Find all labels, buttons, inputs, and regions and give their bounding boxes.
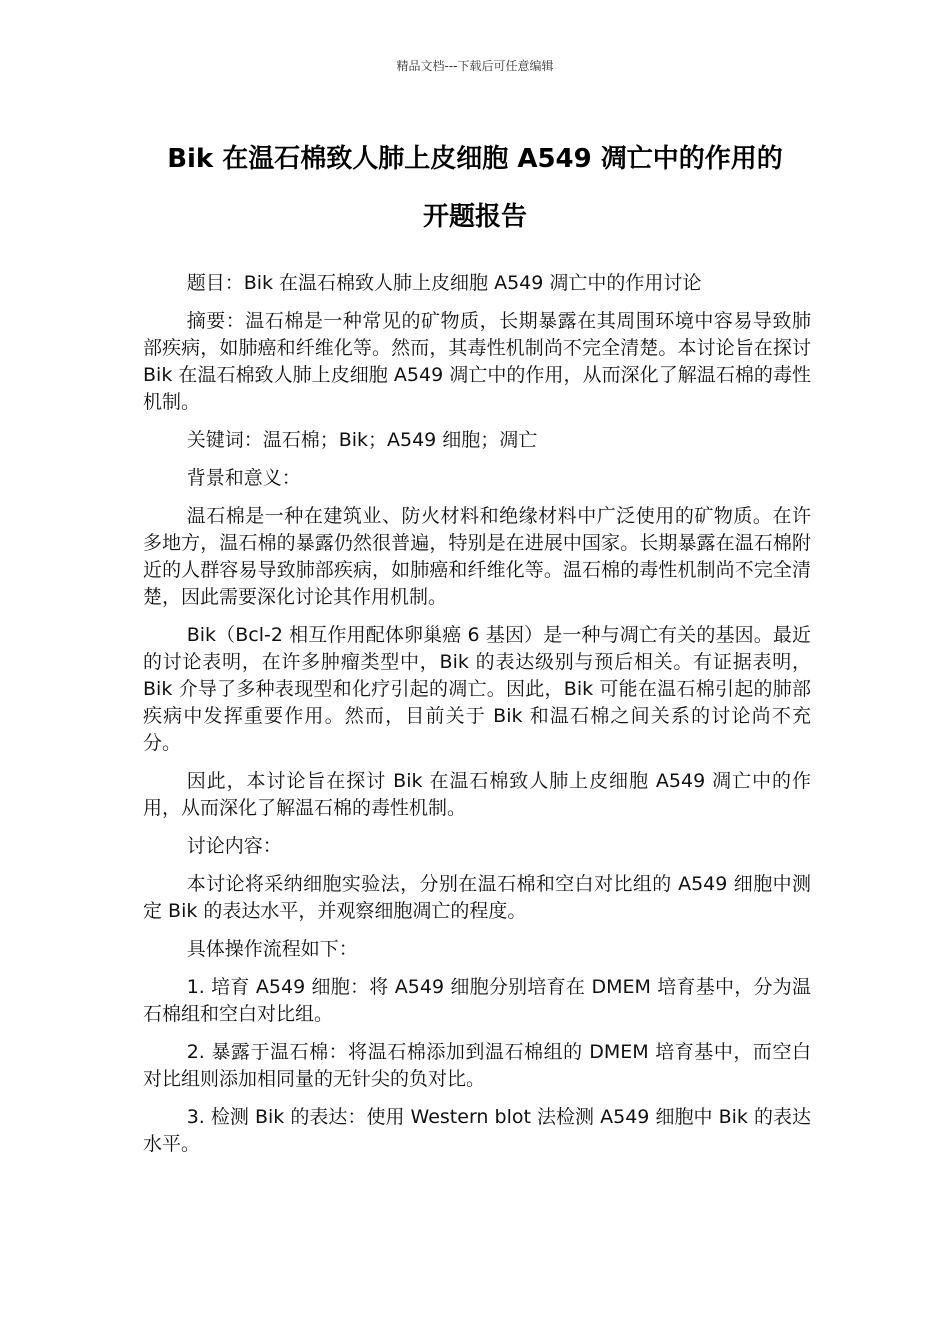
paragraph-background-1: 温石棉是一种在建筑业、防火材料和绝缘材料中广泛使用的矿物质。在许多地方，温石棉的暴露仍然很普遍，特别是在进展中国家。长期暴露在温石棉附近的人群容易导致肺部疾病，如肺癌和纤维化等。温石棉的毒性机制尚不完全清楚，因此需要深化讨论其作用机制。	[143, 505, 811, 608]
paragraph-background-3: 因此，本讨论旨在探讨 Bik 在温石棉致人肺上皮细胞 A549 凋亡中的作用，从而深化了解温石棉的毒性机制。	[143, 770, 811, 819]
paragraph-content-method: 本讨论将采纳细胞实验法，分别在温石棉和空白对比组的 A549 细胞中测定 Bik 的表达水平，并观察细胞凋亡的程度。	[143, 873, 811, 922]
document-title-line-1: Bik 在温石棉致人肺上皮细胞 A549 凋亡中的作用的	[167, 144, 783, 174]
paragraph-step-2: 2. 暴露于温石棉：将温石棉添加到温石棉组的 DMEM 培育基中，而空白对比组则添加相同量的无针尖的负对比。	[143, 1041, 811, 1090]
header-note: 精品文档---下载后可任意编辑	[396, 59, 554, 73]
paragraph-background-2: Bik（Bcl-2 相互作用配体卵巢癌 6 基因）是一种与凋亡有关的基因。最近的讨论表明，在许多肿瘤类型中，Bik 的表达级别与预后相关。有证据表明，Bik 介导了多种表现型和化疗引起的凋亡。因此，Bik 可能在温石棉引起的肺部疾病中发挥重要作用。然而，目前关于 Bik 和温石棉之间关系的讨论尚不充分。	[143, 624, 811, 754]
paragraph-step-3: 3. 检测 Bik 的表达：使用 Western blot 法检测 A549 细胞中 Bik 的表达水平。	[143, 1106, 811, 1155]
paragraph-abstract: 摘要：温石棉是一种常见的矿物质，长期暴露在其周围环境中容易导致肺部疾病，如肺癌和纤维化等。然而，其毒性机制尚不完全清楚。本讨论旨在探讨 Bik 在温石棉致人肺上皮细胞 A549 凋亡中的作用，从而深化了解温石棉的毒性机制。	[143, 310, 811, 413]
paragraph-procedure-heading: 具体操作流程如下：	[186, 938, 358, 960]
paragraph-content-heading: 讨论内容：	[186, 835, 282, 857]
paragraph-keywords: 关键词：温石棉；Bik；A549 细胞；凋亡	[186, 429, 538, 451]
paragraph-topic: 题目：Bik 在温石棉致人肺上皮细胞 A549 凋亡中的作用讨论	[186, 272, 702, 294]
document-body	[143, 270, 811, 1169]
document-title-line-2: 开题报告	[422, 202, 527, 232]
paragraph-background-heading: 背景和意义：	[186, 467, 301, 489]
paragraph-step-1: 1. 培育 A549 细胞：将 A549 细胞分别培育在 DMEM 培育基中，分为温石棉组和空白对比组。	[143, 976, 811, 1025]
